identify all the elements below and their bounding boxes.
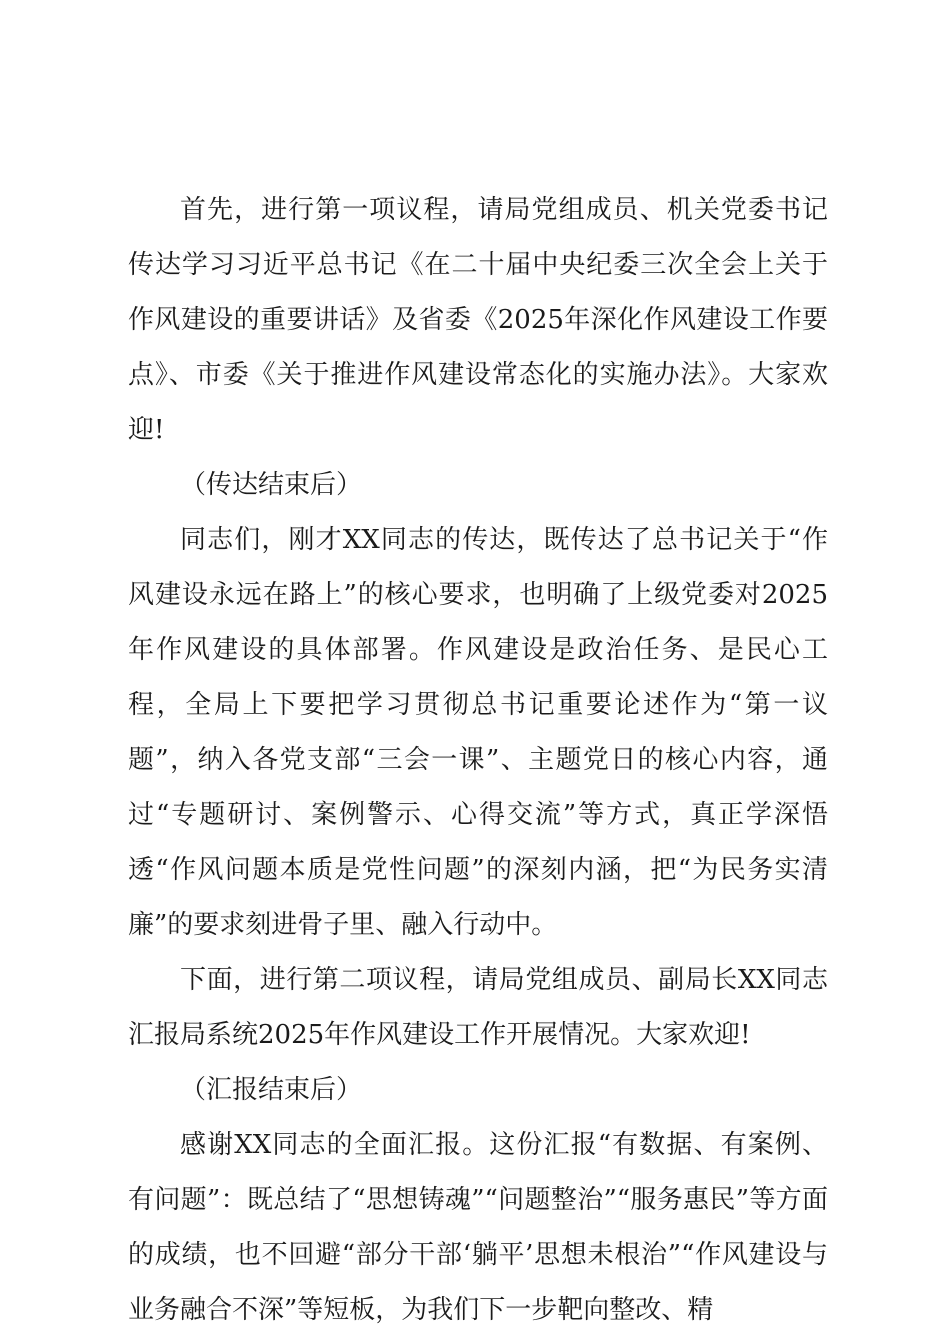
paragraph-agenda-one: 首先，进行第一项议程，请局党组成员、机关党委书记传达学习习近平总书记《在二十届中央纪委三次全会上关于作风建设的重要讲话》及省委《2025年深化作风建设工作要点》、市委《关于推进作风建设常态化的实施办法》。大家欢迎! <box>128 195 828 445</box>
paragraph-report-summary: 感谢XX同志的全面汇报。这份汇报“有数据、有案例、有问题”：既总结了“思想铸魂”“问题整治”“服务惠民”等方面的成绩，也不回避“部分干部‘躺平’思想未根治”“作风建设与业务融合不深”等短板，为我们下一步靶向整改、精 <box>128 1130 828 1325</box>
document-body <box>128 183 828 1338</box>
paragraph-agenda-two: 下面，进行第二项议程，请局党组成员、副局长XX同志汇报局系统2025年作风建设工作开展情况。大家欢迎! <box>128 965 828 1050</box>
paragraph-relay-summary: 同志们，刚才XX同志的传达，既传达了总书记关于“作风建设永远在路上”的核心要求，也明确了上级党委对2025年作风建设的具体部署。作风建设是政治任务、是民心工程，全局上下要把学习贯彻总书记重要论述作为“第一议题”，纳入各党支部“三会一课”、主题党日的核心内容，通过“专题研讨、案例警示、心得交流”等方式，真正学深悟透“作风问题本质是党性问题”的深刻内涵，把“为民务实清廉”的要求刻进骨子里、融入行动中。 <box>128 525 828 940</box>
note-after-report: （汇报结束后） <box>180 1075 363 1105</box>
note-after-relay: （传达结束后） <box>180 470 363 500</box>
